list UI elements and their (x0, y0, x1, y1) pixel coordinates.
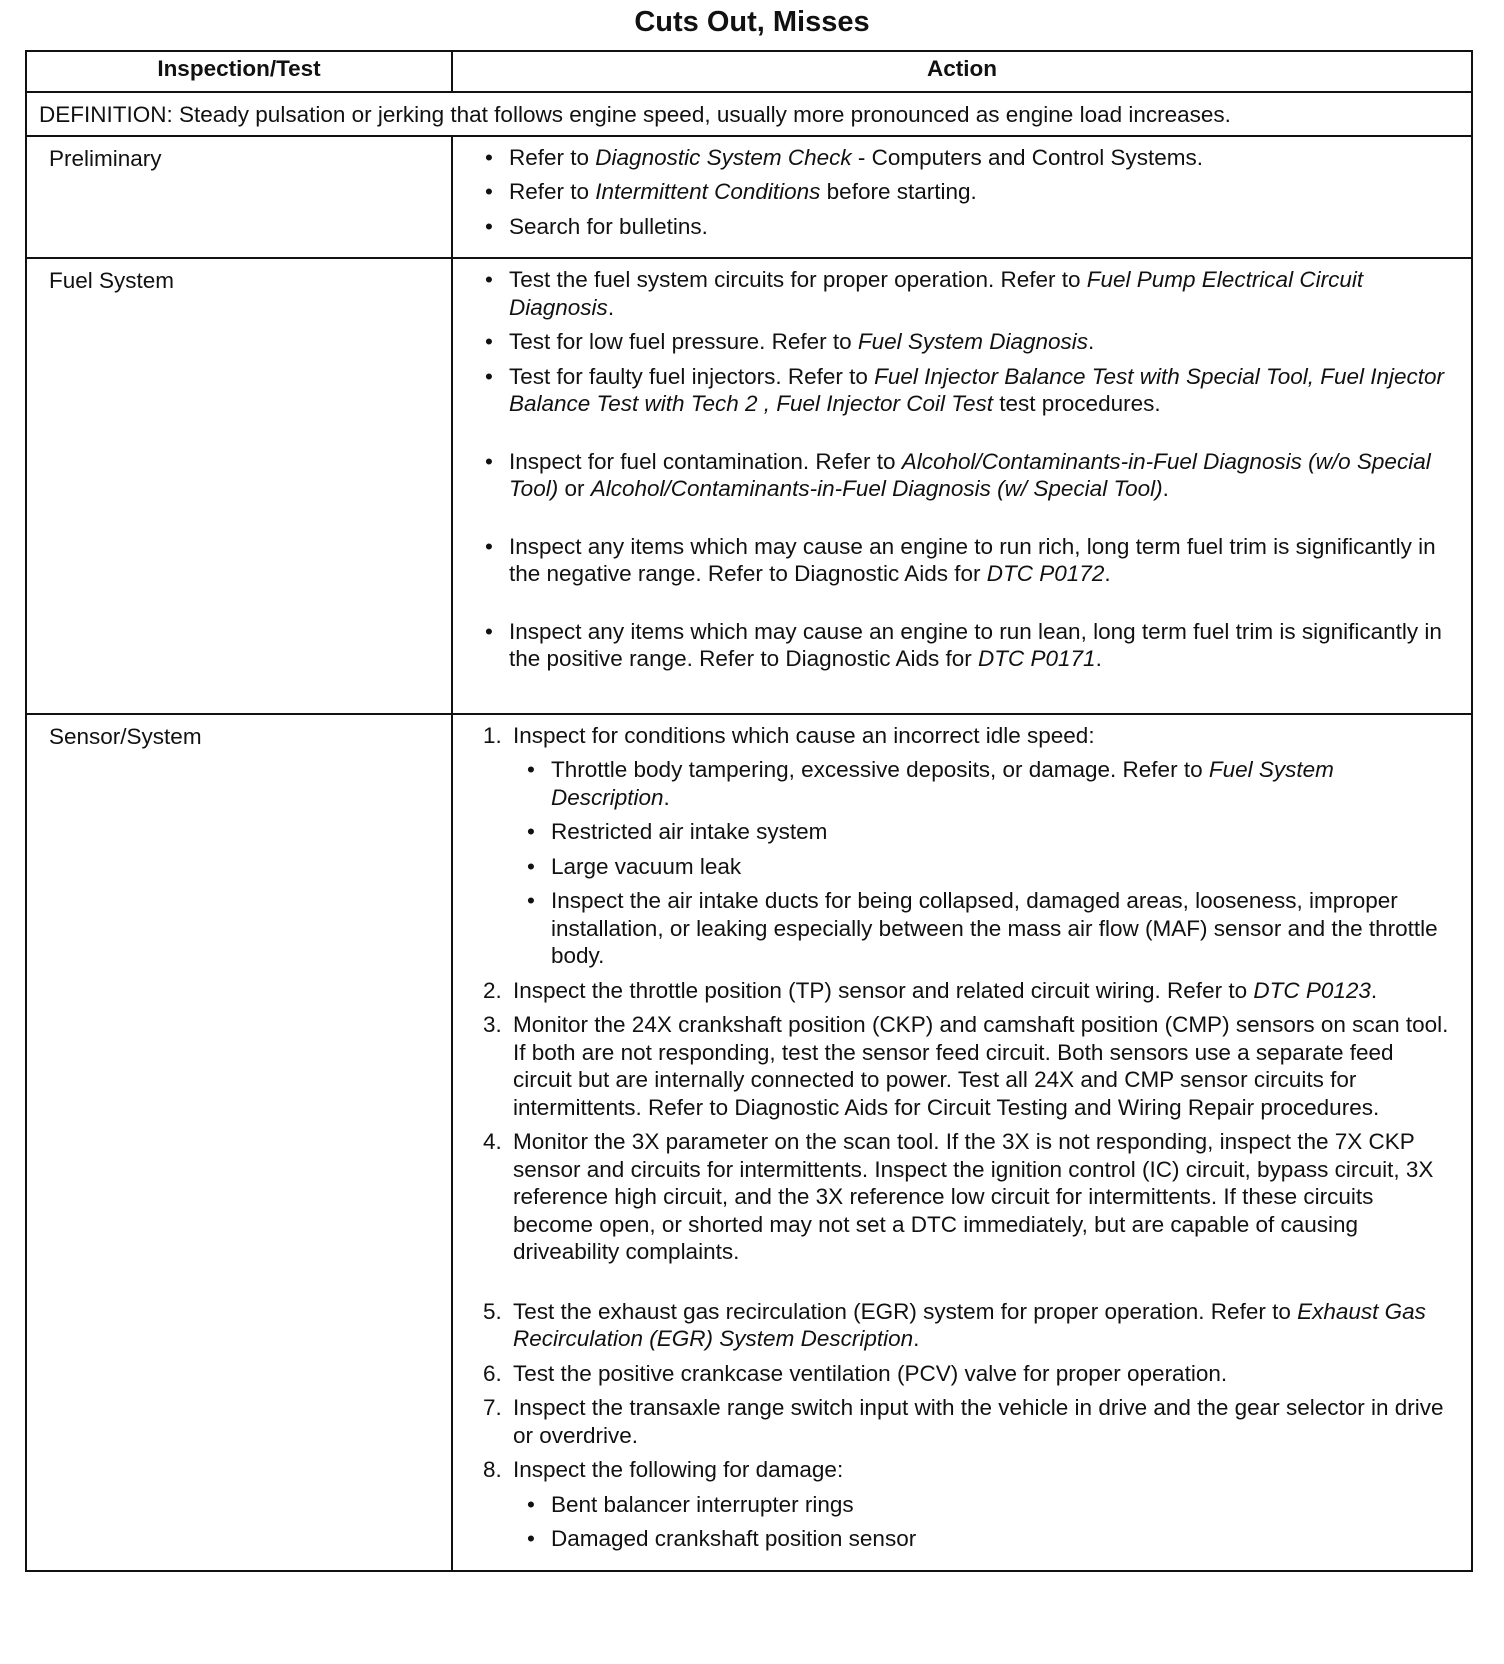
list-item: • Restricted air intake system (525, 818, 1451, 846)
action-cell-preliminary (452, 136, 1472, 259)
row-label-sensor-system: Sensor/System (26, 714, 452, 1571)
list-item: 2. Inspect the throttle position (TP) sensor and related circuit wiring. Refer to DTC P0123. (483, 977, 1378, 1003)
list-item: 1. Inspect for conditions which cause an incorrect idle speed: • Throttle body tampering, excessive deposits, or damage. Refer to Fuel System Description. • Restricted air intake system • Large vacuum leak • Inspect the air intake ducts for being collapsed, damaged areas, looseness, improper installation, or leaking especially between the mass air flow (MAF) sensor and the throttle body. (483, 722, 1451, 970)
definition-text: DEFINITION: Steady pulsation or jerking that follows engine speed, usually more pronounced as engine load increases. (26, 92, 1472, 136)
list-item: • Inspect any items which may cause an engine to run lean, long term fuel trim is significantly in the positive range. Refer to Diagnostic Aids for DTC P0171. (483, 618, 1451, 673)
list-item: 3. Monitor the 24X crankshaft position (CKP) and camshaft position (CMP) sensors on scan tool. If both are not responding, test the sensor feed circuit. Both sensors use a separate feed circuit but are internally connected to power. Test all 24X and CMP sensor circuits for intermittents. Refer to Diagnostic Aids for Circuit Testing and Wiring Repair procedures. (483, 1012, 1449, 1120)
row-label-preliminary: Preliminary (26, 136, 452, 259)
table-row (26, 136, 1472, 259)
list-item: 5. Test the exhaust gas recirculation (EGR) system for proper operation. Refer to Exhaust Gas Recirculation (EGR) System Description. (483, 1298, 1426, 1351)
list-item: • Search for bulletins. (483, 213, 1451, 241)
list-item: • Test the fuel system circuits for proper operation. Refer to Fuel Pump Electrical Circuit Diagnosis. (483, 266, 1451, 321)
list-item: 7. Inspect the transaxle range switch input with the vehicle in drive and the gear selector in drive or overdrive. (483, 1395, 1444, 1448)
list-item: • Test for low fuel pressure. Refer to Fuel System Diagnosis. (483, 328, 1451, 356)
list-item: • Refer to Diagnostic System Check - Computers and Control Systems. (483, 144, 1451, 172)
list-item: 4. Monitor the 3X parameter on the scan tool. If the 3X is not responding, inspect the 7X CKP sensor and circuits for intermittents. Inspect the ignition control (IC) circuit, bypass circuit, 3X reference high circuit, and the 3X reference low circuit for intermittents. If these circuits become open, or shorted may not set a DTC immediately, but are capable of causing driveability complaints. (483, 1129, 1434, 1264)
list-item: • Test for faulty fuel injectors. Refer to Fuel Injector Balance Test with Special Tool, Fuel Injector Balance Test with Tech 2 , Fuel Injector Coil Test test procedures. (483, 363, 1451, 418)
header-inspection-test: Inspection/Test (26, 51, 452, 92)
list-item: • Inspect the air intake ducts for being collapsed, damaged areas, looseness, improper installation, or leaking especially between the mass air flow (MAF) sensor and the throttle body. (525, 887, 1451, 970)
list-item: • Large vacuum leak (525, 853, 1451, 881)
list-item: • Damaged crankshaft position sensor (525, 1525, 1451, 1553)
page-title: Cuts Out, Misses (634, 6, 870, 38)
table-row (26, 714, 1472, 1571)
list-item: • Inspect for fuel contamination. Refer to Alcohol/Contaminants-in-Fuel Diagnosis (w/o Special Tool) or Alcohol/Contaminants-in-Fuel Diagnosis (w/ Special Tool). (483, 448, 1451, 503)
header-action: Action (452, 51, 1472, 92)
list-item: • Throttle body tampering, excessive deposits, or damage. Refer to Fuel System Description. (525, 756, 1451, 811)
list-item: • Bent balancer interrupter rings (525, 1491, 1451, 1519)
list-item: • Inspect any items which may cause an engine to run rich, long term fuel trim is significantly in the negative range. Refer to Diagnostic Aids for DTC P0172. (483, 533, 1451, 588)
list-item: 6. Test the positive crankcase ventilation (PCV) valve for proper operation. (483, 1360, 1228, 1386)
definition-row (26, 92, 1472, 136)
header-row (26, 51, 1472, 92)
row-label-fuel-system: Fuel System (26, 258, 452, 714)
action-cell-fuel-system (452, 258, 1472, 714)
diagnosis-table (25, 50, 1473, 1572)
list-item: • Refer to Intermittent Conditions before starting. (483, 178, 1451, 206)
table-row (26, 258, 1472, 714)
list-item: 8. Inspect the following for damage: • Bent balancer interrupter rings • Damaged crankshaft position sensor (483, 1456, 1451, 1553)
action-cell-sensor-system (452, 714, 1472, 1571)
